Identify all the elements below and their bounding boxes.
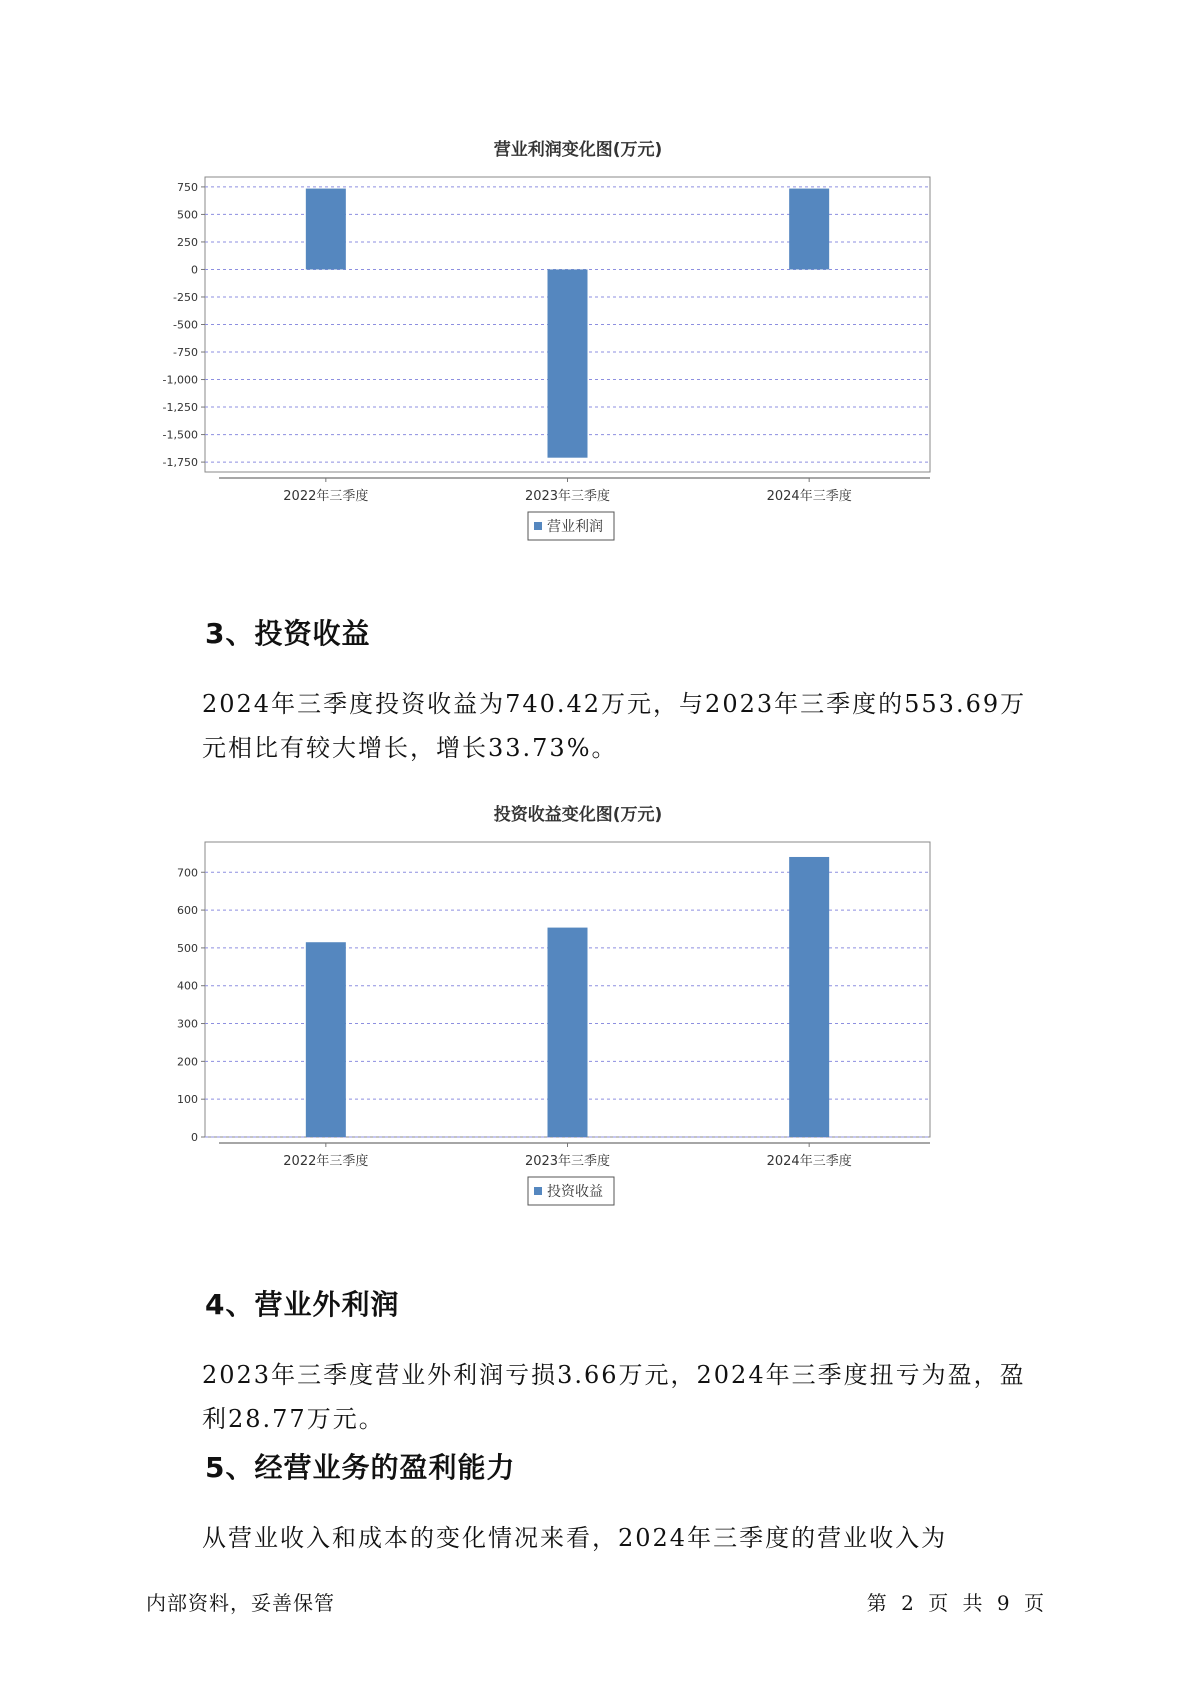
footer-page-number: 第 2 页 共 9 页 (866, 1591, 1045, 1615)
profit-chart-y-tick-label: -1,000 (162, 373, 198, 387)
investment-chart-y-tick-label: 0 (191, 1131, 198, 1144)
profit-chart-y-tick-label: -1,500 (162, 428, 198, 442)
profit-chart-x-tick-label: 2022年三季度 (283, 489, 369, 504)
section-4-paragraph (146, 1353, 1046, 1441)
profit-chart-legend-label: 营业利润 (547, 519, 603, 535)
profit-chart-bar (306, 189, 346, 270)
profit-chart-y-tick-label: 0 (191, 263, 198, 277)
investment-chart-y-tick-label: 300 (177, 1017, 198, 1031)
footer-confidential: 内部资料，妥善保管 (146, 1591, 335, 1615)
profit-chart-legend-swatch (534, 522, 542, 530)
profit-chart-x-tick-label: 2024年三季度 (766, 489, 852, 504)
section-3-heading: 3、投资收益 (205, 617, 371, 650)
profit-chart-title: 营业利润变化图(万元) (493, 140, 663, 160)
profit-chart-y-tick-label: -1,250 (162, 401, 198, 415)
investment-chart-bar (306, 942, 346, 1137)
profit-chart-x-tick-label: 2023年三季度 (524, 489, 611, 504)
profit-chart-bar (789, 189, 829, 270)
investment-chart-bar (548, 928, 588, 1137)
profit-chart-y-tick-label: -1,750 (162, 456, 198, 470)
investment-chart-x-tick-label: 2024年三季度 (766, 1154, 852, 1169)
section-5-heading: 5、经营业务的盈利能力 (205, 1451, 516, 1484)
profit-chart (160, 135, 1020, 605)
investment-chart-y-tick-label: 700 (177, 866, 198, 880)
investment-chart-legend-swatch (534, 1187, 542, 1195)
profit-chart-y-tick-label: -500 (173, 318, 198, 332)
investment-chart-y-tick-label: 500 (177, 941, 198, 955)
investment-chart-title: 投资收益变化图(万元) (493, 805, 663, 825)
investment-chart-y-tick-label: 600 (177, 904, 198, 918)
profit-chart-bar (548, 269, 588, 457)
profit-chart-y-tick-label: 250 (177, 235, 198, 249)
investment-chart-x-tick-label: 2022年三季度 (283, 1154, 369, 1169)
investment-chart-bar (789, 857, 829, 1137)
investment-income-chart-svg (160, 800, 1020, 1270)
section-5-paragraph (146, 1516, 1046, 1560)
investment-chart-y-tick-label: 200 (177, 1055, 198, 1069)
section-5-text: 从营业收入和成本的变化情况来看，2024年三季度的营业收入为 (202, 1524, 948, 1552)
section-4-heading: 4、营业外利润 (205, 1288, 400, 1321)
investment-chart-y-tick-label: 100 (177, 1093, 198, 1107)
section-4-text: 2023年三季度营业外利润亏损3.66万元，2024年三季度扭亏为盈，盈利28.77万元。 (202, 1361, 1026, 1433)
investment-income-chart (160, 800, 1020, 1270)
section-3-text: 2024年三季度投资收益为740.42万元，与2023年三季度的553.69万元相比有较大增长，增长33.73%。 (202, 690, 1027, 762)
profit-chart-y-tick-label: 500 (177, 208, 198, 222)
profit-chart-y-tick-label: 750 (177, 180, 198, 194)
investment-chart-y-tick-label: 400 (177, 979, 198, 993)
profit-chart-svg (160, 135, 1020, 605)
investment-chart-legend-label: 投资收益 (547, 1184, 603, 1200)
section-3-paragraph (146, 682, 1046, 770)
investment-chart-x-tick-label: 2023年三季度 (524, 1154, 611, 1169)
profit-chart-y-tick-label: -250 (173, 290, 198, 304)
profit-chart-y-tick-label: -750 (173, 346, 198, 360)
